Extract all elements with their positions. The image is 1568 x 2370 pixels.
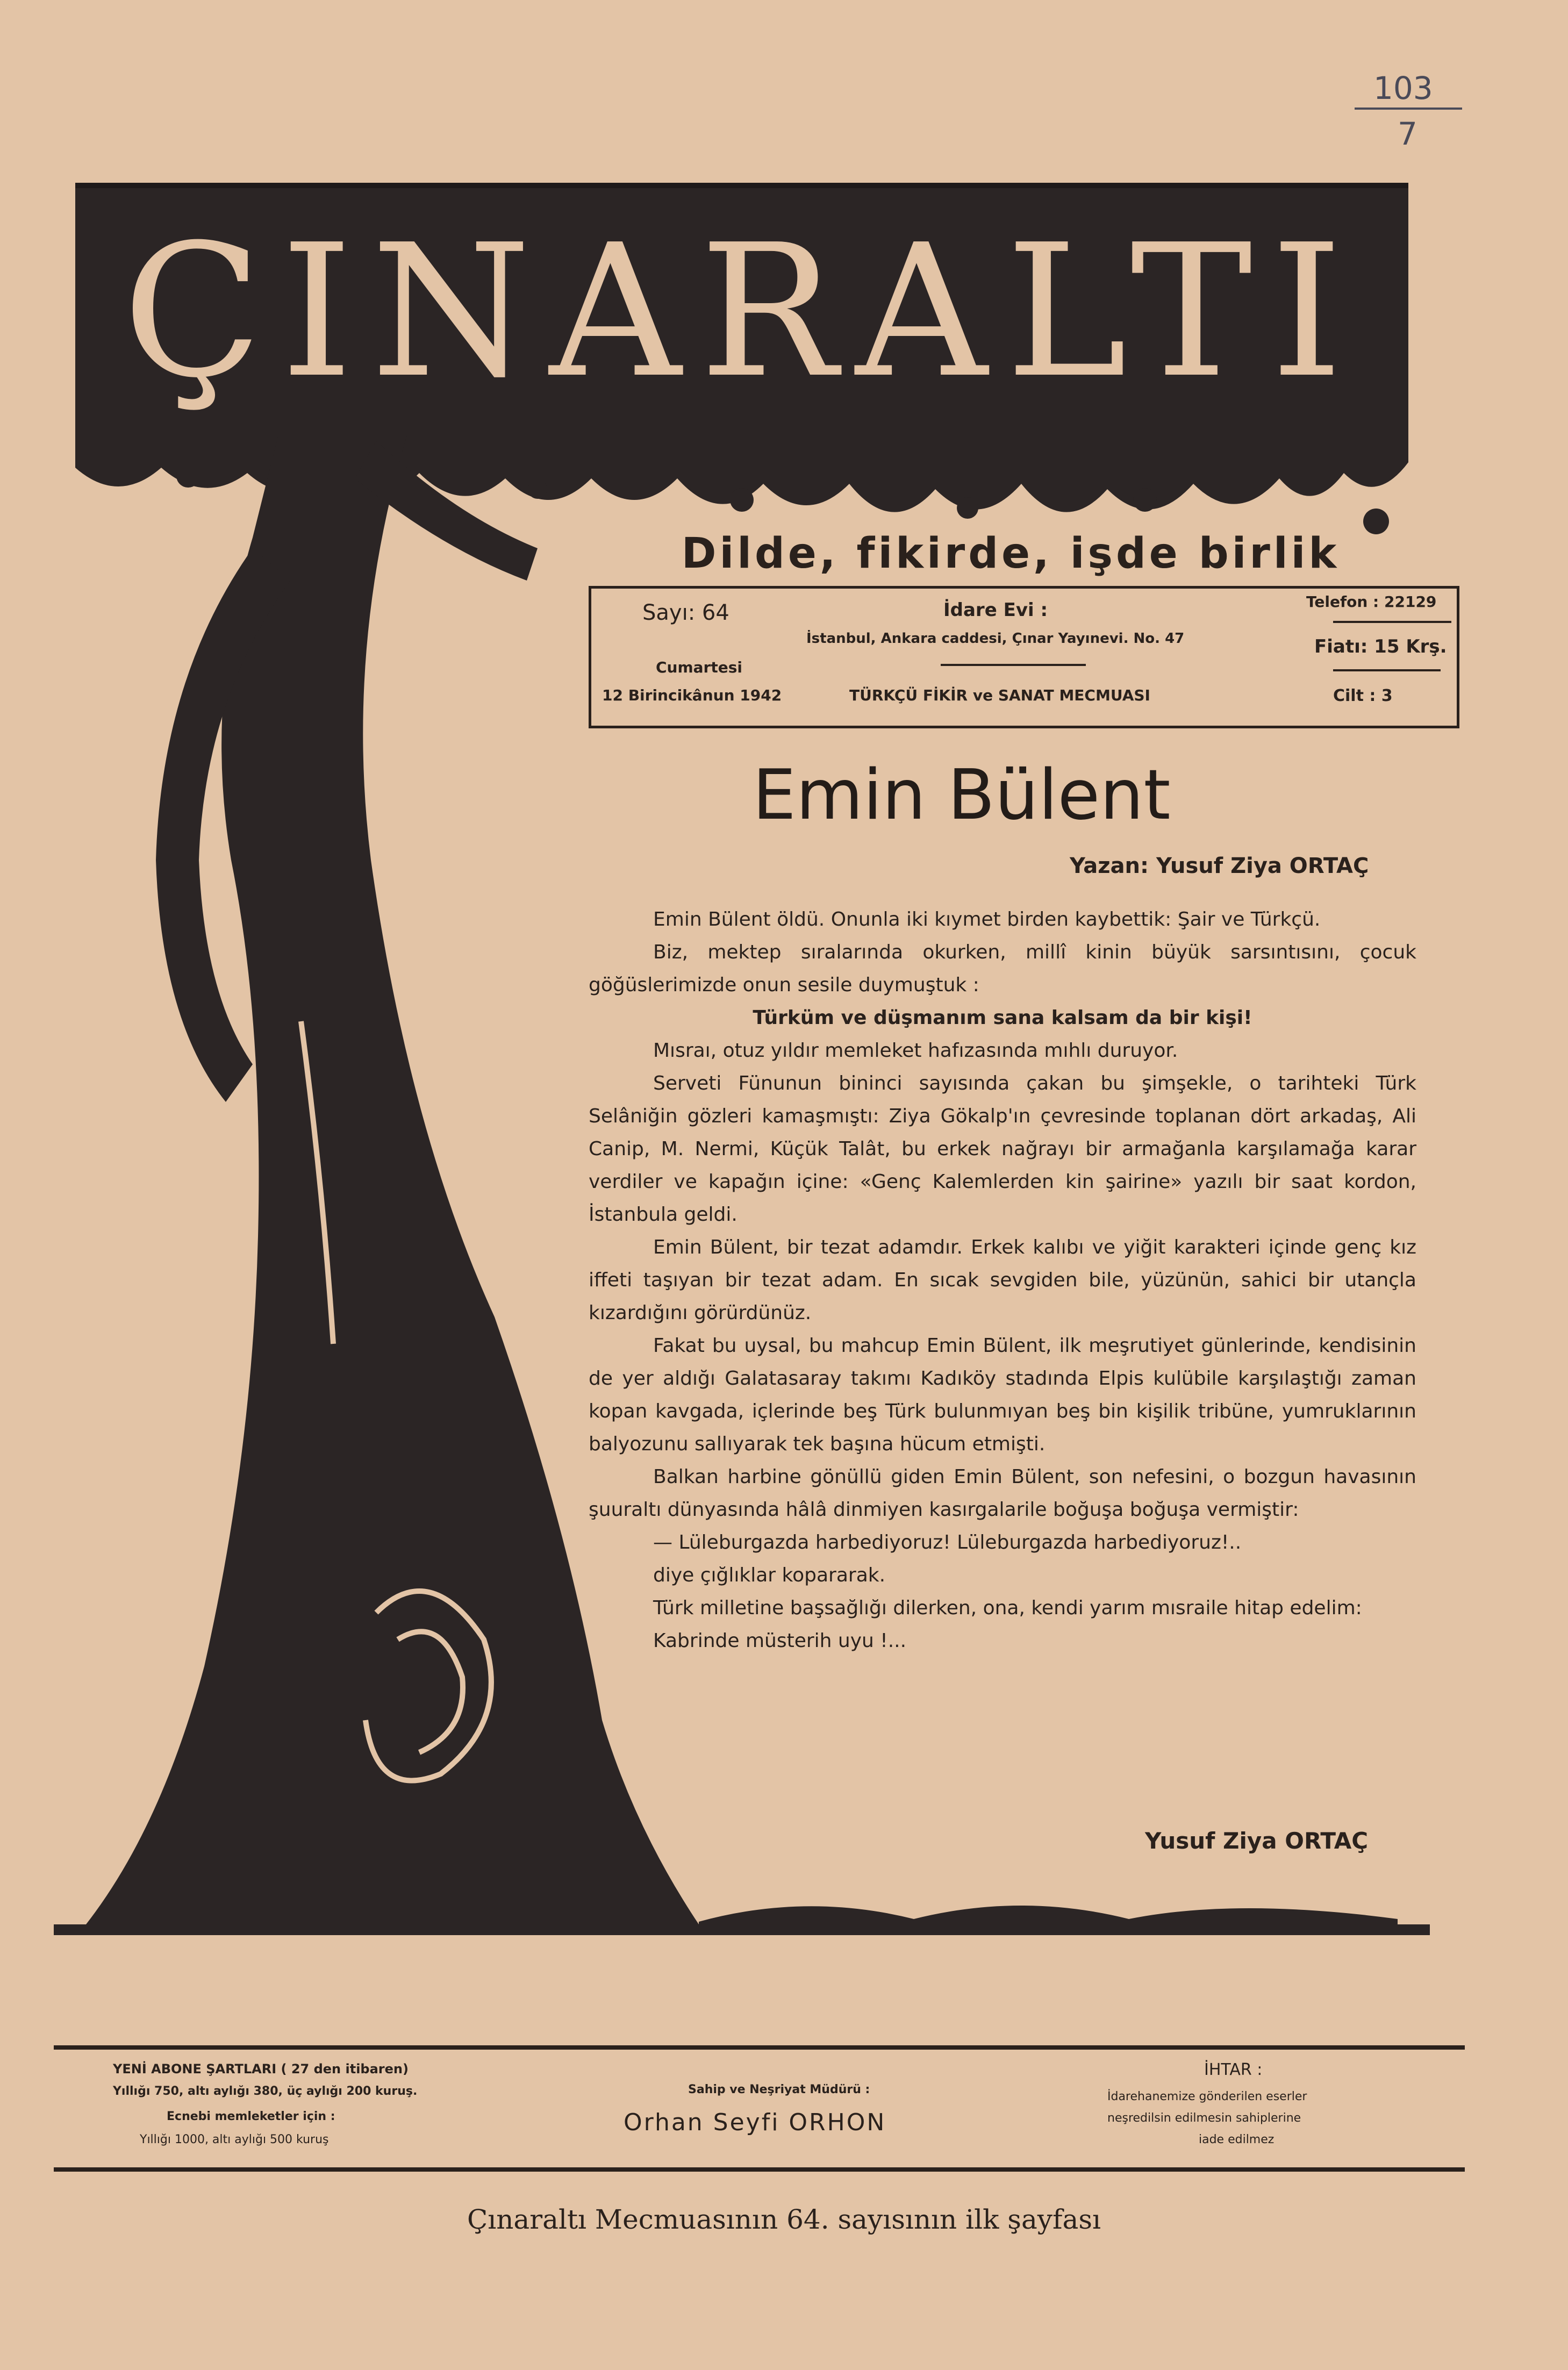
footer-box xyxy=(54,2045,1465,2172)
article-paragraph: diye çığlıklar kopararak. xyxy=(653,1564,886,1586)
article-paragraph: — Lüleburgazda harbediyoruz! Lüleburgazda harbediyoruz!.. xyxy=(653,1531,1242,1553)
article-paragraph: Kabrinde müsterih uyu !... xyxy=(653,1630,907,1652)
article-paragraph: Türk milletine başsağlığı dilerken, ona, kendi yarım mısraile hitap edelim: xyxy=(653,1597,1362,1619)
subscription-line: Ecnebi memleketler için : xyxy=(167,2110,335,2123)
volume: Cilt : 3 xyxy=(1333,686,1393,705)
issue-date: 12 Birincikânun 1942 xyxy=(602,686,782,704)
article-body xyxy=(589,903,1416,1657)
article-signature: Yusuf Ziya ORTAÇ xyxy=(1145,1828,1369,1854)
magazine-subtitle: TÜRKÇÜ FİKİR ve SANAT MECMUASI xyxy=(849,686,1150,704)
notice-title: İHTAR : xyxy=(1204,2060,1263,2079)
subscription-title: YENİ ABONE ŞARTLARI ( 27 den itibaren) xyxy=(113,2061,409,2077)
notice-line: İdarehanemize gönderilen eserler xyxy=(1107,2090,1307,2103)
subscription-line: Yıllığı 750, altı aylığı 380, üç aylığı 200 kuruş. xyxy=(113,2085,418,2098)
owner-label: Sahip ve Neşriyat Müdürü : xyxy=(688,2083,870,2096)
handwritten-page-number: 103 xyxy=(1373,70,1433,106)
price: Fiatı: 15 Krş. xyxy=(1314,636,1447,657)
admin-label: İdare Evi : xyxy=(943,599,1048,621)
article-headline: Emin Bülent xyxy=(753,755,1171,835)
info-rule xyxy=(941,664,1086,666)
issue-number: Sayı: 64 xyxy=(642,600,729,625)
magazine-title: ÇINARALTI xyxy=(122,205,1362,418)
owner-name: Orhan Seyfi ORHON xyxy=(624,2109,886,2136)
notice-line: neşredilsin edilmesin sahiplerine xyxy=(1107,2111,1301,2125)
magazine-motto: Dilde, fikirde, işde birlik xyxy=(681,529,1340,578)
article-paragraph: Balkan harbine gönüllü giden Emin Bülent, son nefesini, o bozgun havasının şuuraltı dünyasında hâlâ dinmiyen kasırgalarile boğuşa boğuşa vermiştir: xyxy=(589,1466,1416,1521)
page-caption: Çınaraltı Mecmuasının 64. sayısının ilk şayfası xyxy=(467,2204,1101,2235)
article-paragraph: Emin Bülent öldü. Onunla iki kıymet birden kaybettik: Şair ve Türkçü. xyxy=(653,908,1321,930)
notice-line: iade edilmez xyxy=(1199,2133,1275,2146)
article-paragraph: Biz, mektep sıralarında okurken, millî kinin büyük sarsıntısını, çocuk göğüslerimizde onun sesile duymuştuk : xyxy=(589,941,1416,996)
article-paragraph: Emin Bülent, bir tezat adamdır. Erkek kalıbı ve yiğit karakteri içinde genç kız iffeti taşıyan bir tezat adam. En sıcak sevgiden bile, yüzünün, sahici bir utançla kızardığını görürdünüz. xyxy=(589,1236,1416,1324)
article-paragraph: Fakat bu uysal, bu mahcup Emin Bülent, ilk meşrutiyet günlerinde, kendisinin de yer aldığı Galatasaray takımı Kadıköy stadında Elpis kulübile karşılaştığı zaman kopan kavgada, içlerinde beş Türk bulunmıyan beş bin kişilik tribüne, yumruklarının balyozunu sallıyarak tek başına hücum etmişti. xyxy=(589,1335,1416,1455)
phone-number: Telefon : 22129 xyxy=(1306,593,1437,611)
info-rule xyxy=(1333,621,1451,623)
issue-info-box xyxy=(589,586,1459,728)
handwritten-underline xyxy=(1355,108,1462,110)
article-byline: Yazan: Yusuf Ziya ORTAÇ xyxy=(1070,854,1369,878)
issue-day: Cumartesi xyxy=(656,658,742,676)
info-rule xyxy=(1333,669,1441,671)
article-quote: Türküm ve düşmanım sana kalsam da bir kişi! xyxy=(753,1007,1252,1029)
article-paragraph: Mısraı, otuz yıldır memleket hafızasında mıhlı duruyor. xyxy=(653,1040,1178,1062)
subscription-line: Yıllığı 1000, altı aylığı 500 kuruş xyxy=(140,2133,329,2146)
handwritten-sub-number: 7 xyxy=(1398,116,1417,152)
article-paragraph: Serveti Fünunun bininci sayısında çakan bu şimşekle, o tarihteki Türk Selâniğin gözleri kamaşmıştı: Ziya Gökalp'ın çevresinde toplanan dört arkadaş, Ali Canip, M. Nermi, Küçük Talât, bu erkek nağrayı bir armağanla karşılamağa karar verdiler ve kapağın içine: «Genç Kalemlerden kin şairine» yazılı bir saat kordon, İstanbula geldi. xyxy=(589,1072,1416,1226)
admin-address: İstanbul, Ankara caddesi, Çınar Yayınevi. No. 47 xyxy=(806,631,1185,647)
